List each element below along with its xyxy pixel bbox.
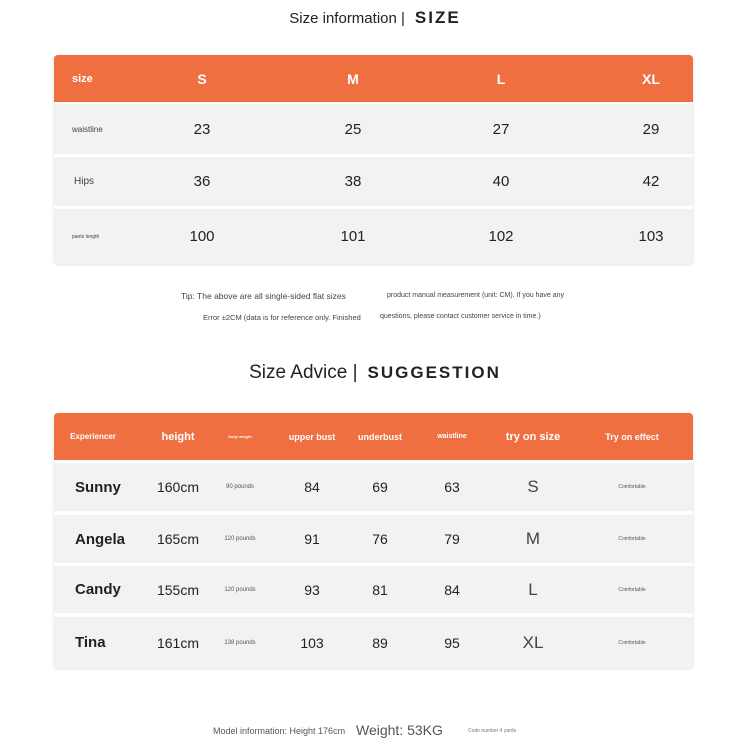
size-value: 42 xyxy=(642,173,660,190)
header-s: S xyxy=(197,70,207,87)
advice-cell: 89 xyxy=(372,634,388,651)
size-row xyxy=(54,104,693,154)
advice-cell: 155cm xyxy=(156,581,200,598)
advice-row xyxy=(54,617,693,668)
header-m: M xyxy=(347,70,359,87)
row-label: pants length xyxy=(72,233,100,240)
size-value: 36 xyxy=(193,173,211,190)
advice-cell: 95 xyxy=(444,634,460,651)
advice-section-title xyxy=(0,362,750,384)
advice-row xyxy=(54,566,693,613)
advice-cell: 103 xyxy=(300,634,324,651)
advice-cell: 165cm xyxy=(156,531,200,547)
advice-cell: 76 xyxy=(372,531,388,547)
title-bold: SUGGESTION xyxy=(367,363,501,382)
advice-cell: 84 xyxy=(444,581,460,598)
tip-line1-left: Tip: The above are all single-sided flat sizes xyxy=(181,291,346,301)
advice-cell: 91 xyxy=(304,531,320,547)
advice-cell: XL xyxy=(522,632,544,652)
advice-table xyxy=(54,413,693,668)
advice-cell: S xyxy=(527,477,539,496)
size-header-row xyxy=(54,55,693,102)
row-label: waistline xyxy=(72,124,103,134)
row-label: Hips xyxy=(74,176,95,187)
advice-cell: Sunny xyxy=(75,478,121,496)
header-body-weight: body weight xyxy=(228,434,252,439)
advice-cell: Candy xyxy=(75,581,121,598)
size-value: 27 xyxy=(492,120,510,138)
header-waistline: waistline xyxy=(437,433,467,440)
tip-line1-right: product manual measurement (unit: CM). If you have any xyxy=(387,292,565,299)
header-size: size xyxy=(72,72,93,85)
header-underbust: underbust xyxy=(358,431,402,442)
title-light: Size information | xyxy=(289,10,405,27)
header-xl: XL xyxy=(642,70,660,87)
title-light: Size Advice | xyxy=(249,362,358,383)
advice-cell: 120 pounds xyxy=(224,536,256,542)
advice-row xyxy=(54,515,693,563)
size-value: 40 xyxy=(492,173,510,190)
header-try-on-size: try on size xyxy=(505,430,561,443)
advice-cell: M xyxy=(525,529,541,548)
advice-cell: 90 pounds xyxy=(225,484,255,490)
model-code: Code number 4 yards xyxy=(468,728,517,734)
advice-cell: 84 xyxy=(304,479,320,495)
advice-cell: 93 xyxy=(304,581,320,598)
size-value: 102 xyxy=(488,228,514,245)
header-upper-bust: upper bust xyxy=(288,431,336,442)
advice-cell: L xyxy=(528,579,538,599)
size-value: 103 xyxy=(638,228,664,245)
advice-cell: Tina xyxy=(75,634,106,651)
header-l: L xyxy=(496,70,506,87)
model-weight: Weight: 53KG xyxy=(356,722,443,738)
advice-cell: 161cm xyxy=(156,634,200,651)
size-value: 100 xyxy=(189,228,215,245)
advice-cell: Comfortable xyxy=(618,586,646,593)
size-value: 38 xyxy=(344,173,362,190)
advice-cell: 63 xyxy=(444,479,460,495)
model-height: Model information: Height 176cm xyxy=(213,726,346,736)
tip-line2-right: questions, please contact customer service in time.) xyxy=(380,313,541,320)
advice-row xyxy=(54,463,693,511)
advice-cell: 69 xyxy=(372,479,388,495)
size-value: 23 xyxy=(193,120,211,138)
tip-line2-left: Error ±2CM (data is for reference only. Finished xyxy=(203,313,361,322)
size-value: 29 xyxy=(642,120,660,138)
advice-cell: Comfortable xyxy=(618,639,646,646)
header-experiencer: Experiencer xyxy=(70,432,116,441)
advice-cell: 120 pounds xyxy=(224,586,256,593)
advice-cell: 79 xyxy=(444,531,460,547)
size-table xyxy=(54,55,693,264)
advice-cell: Comfortable xyxy=(618,484,646,490)
header-height: height xyxy=(161,430,195,443)
advice-cell: 81 xyxy=(372,581,388,598)
size-row xyxy=(54,157,693,206)
size-value: 25 xyxy=(344,120,362,138)
size-row xyxy=(54,209,693,264)
advice-header-row xyxy=(54,413,693,460)
size-value: 101 xyxy=(340,228,366,245)
advice-cell: Comfortable xyxy=(618,536,646,542)
advice-cell: Angela xyxy=(75,530,126,548)
title-bold: SIZE xyxy=(414,8,461,27)
advice-cell: 160cm xyxy=(156,479,200,495)
size-section-title xyxy=(0,8,750,28)
header-try-on-effect: Try on effect xyxy=(605,431,659,442)
advice-cell: 138 pounds xyxy=(224,639,256,646)
